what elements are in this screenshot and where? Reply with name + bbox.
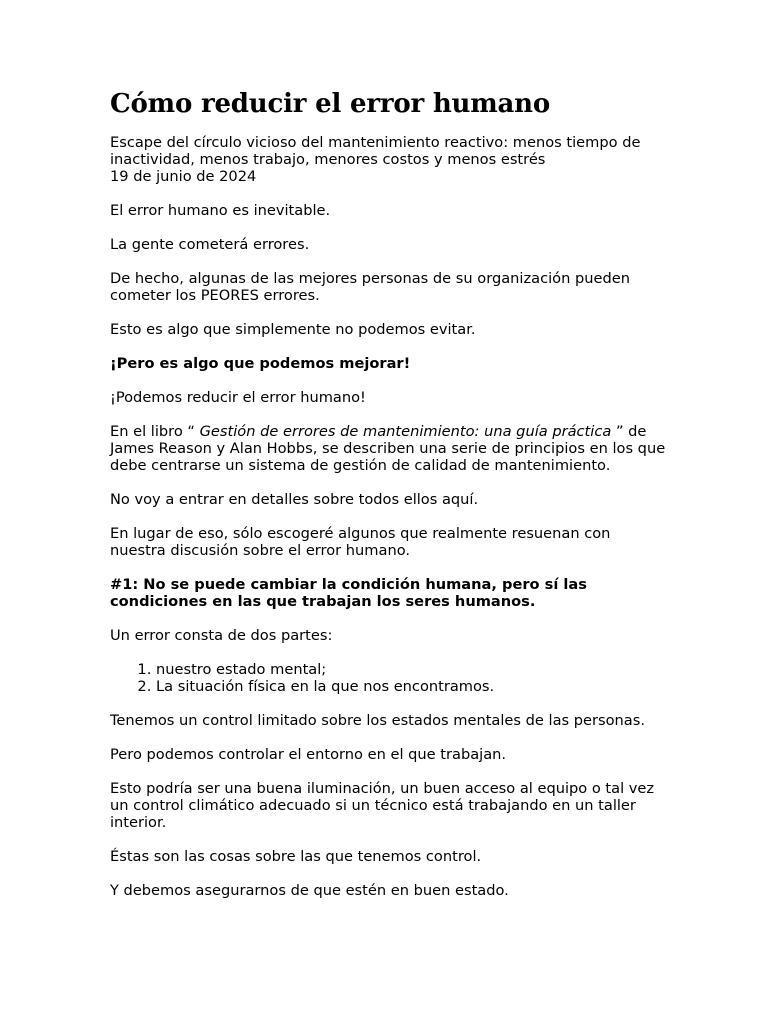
document-page [110,88,670,916]
paragraph: El error humano es inevitable. [110,202,331,219]
list-item: 2. La situación física en la que nos encontramos. [156,678,670,695]
article-date: 19 de junio de 2024 [110,168,257,185]
paragraph: Un error consta de dos partes: [110,627,333,644]
paragraph: ¡Podemos reducir el error humano! [110,389,366,406]
article-title: Cómo reducir el error humano [110,89,551,119]
paragraph: Y debemos asegurarnos de que estén en buen estado. [110,882,509,899]
book-reference-prefix: En el libro “ [110,423,200,440]
article-subtitle: Escape del círculo vicioso del mantenimiento reactivo: menos tiempo de inactividad, menos trabajo, menores costos y menos estrés [110,134,641,168]
paragraph: Pero podemos controlar el entorno en el que trabajan. [110,746,507,763]
emphasis-text: ¡Pero es algo que podemos mejorar! [110,355,411,372]
paragraph: Éstas son las cosas sobre las que tenemos control. [110,848,482,865]
paragraph: La gente cometerá errores. [110,236,310,253]
section-heading-text: #1: No se puede cambiar la condición humana, pero sí las condiciones en las que trabajan los seres humanos. [110,576,587,610]
numbered-list [110,661,670,695]
paragraph: En lugar de eso, sólo escogeré algunos que realmente resuenan con nuestra discusión sobre el error humano. [110,525,611,559]
paragraph: Esto es algo que simplemente no podemos evitar. [110,321,476,338]
book-reference-rest: ” de James Reason y Alan Hobbs, se describen una serie de principios en los que debe centrarse un sistema de gestión de calidad de mantenimiento. [110,423,666,474]
bold-paragraph [110,355,670,372]
paragraph: No voy a entrar en detalles sobre todos ellos aquí. [110,491,479,508]
paragraph: Tenemos un control limitado sobre los estados mentales de las personas. [110,712,645,729]
section-heading [110,576,670,610]
list-item: 1. nuestro estado mental; [156,661,670,678]
paragraph: Esto podría ser una buena iluminación, un buen acceso al equipo o tal vez un control climático adecuado si un técnico está trabajando en un taller interior. [110,780,655,831]
book-reference-paragraph [110,423,670,474]
paragraph: De hecho, algunas de las mejores personas de su organización pueden cometer los PEORES errores. [110,270,630,304]
book-title: Gestión de errores de mantenimiento: una guía práctica [199,423,612,440]
